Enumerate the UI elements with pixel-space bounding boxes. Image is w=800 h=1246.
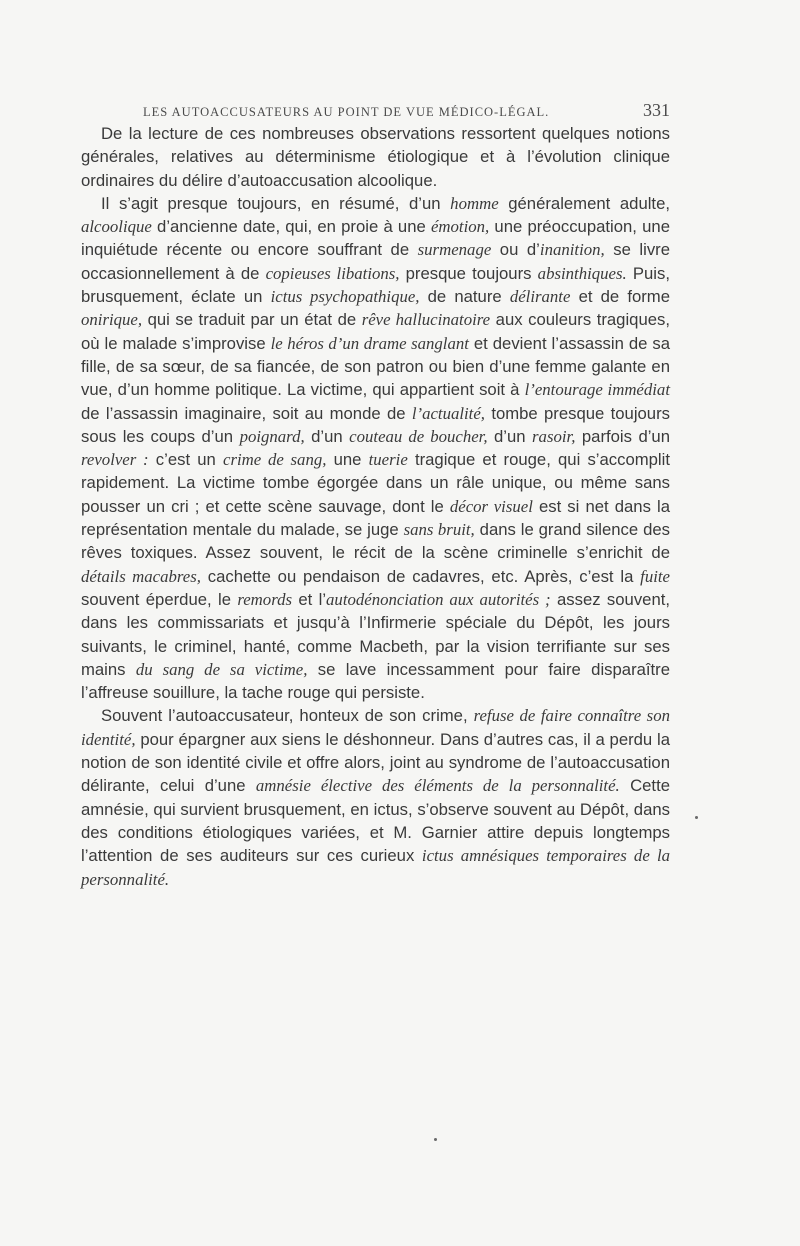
italic-phrase: surmenage: [417, 240, 492, 260]
italic-phrase: ictus psychopathique,: [270, 287, 420, 307]
text-run: se livre occasionnellement à de: [81, 240, 670, 283]
italic-phrase: alcoolique: [81, 217, 152, 237]
italic-phrase: émotion,: [430, 217, 490, 237]
ink-speck: [434, 1138, 437, 1141]
italic-phrase: couteau de boucher,: [349, 426, 488, 446]
text-run: ou d’: [491, 240, 540, 260]
text-run: tombe presque toujours sous les coups d’un: [81, 403, 670, 446]
italic-phrase: amnésie élective des éléments de la personnalité.: [255, 776, 620, 796]
italic-phrase: onirique,: [81, 310, 143, 330]
text-run: aux couleurs tragiques, où le malade s’improvise: [81, 310, 670, 353]
paragraph: [81, 192, 670, 705]
text-run: d’ancienne date, qui, en proie à une: [151, 217, 431, 237]
text-run: de l’assassin imaginaire, soit au monde de: [81, 403, 412, 423]
italic-phrase: rasoir,: [532, 426, 576, 446]
book-page: [81, 100, 670, 891]
text-run: et de forme: [570, 287, 670, 307]
text-run: De la lecture de ces nombreuses observations ressortent quelques notions générales, relatives au déterminisme étiologique et à l’évolution clinique ordinaires du délire d’autoaccusation alcoolique.: [81, 124, 670, 190]
text-run: est si net dans la représentation mentale du malade, se juge: [81, 496, 670, 540]
italic-phrase: absinthiques.: [537, 263, 627, 283]
text-run: d’un: [487, 426, 533, 446]
italic-phrase: ictus amnésiques temporaires de la personnalité.: [81, 846, 670, 889]
italic-phrase: copieuses libations,: [265, 263, 400, 283]
text-run: souvent éperdue, le: [81, 589, 238, 609]
italic-phrase: inanition,: [539, 240, 605, 260]
text-run: dans le grand silence des rêves toxiques. Assez souvent, le récit de la scène criminelle s’enrichit de: [81, 520, 670, 563]
text-run: tragique et rouge, qui s’accomplit rapidement. La victime tombe égorgée dans un râle unique, ou même sans pousser un cri ; et cette scène sauvage, dont le: [81, 450, 670, 516]
paragraph: [81, 704, 670, 890]
italic-phrase: fuite: [640, 566, 670, 586]
italic-phrase: délirante: [509, 287, 571, 307]
text-run: et l’: [292, 589, 327, 609]
italic-phrase: autodénonciation aux autorités ;: [326, 589, 551, 609]
italic-phrase: le héros d’un drame sanglant: [270, 333, 469, 353]
text-run: et devient l’assassin de sa fille, de sa sœur, de sa fiancée, de son patron ou bien d’une femme galante en vue, d’un homme politique. La victime, qui appartient soit à: [81, 333, 670, 400]
text-run: de nature: [419, 287, 510, 307]
text-run: c’est un: [148, 450, 224, 470]
italic-phrase: détails macabres,: [81, 566, 201, 586]
text-run: assez souvent, dans les commissariats et jusqu’à l’Infirmerie spéciale du Dépôt, les jours suivants, le criminel, hanté, comme Macbeth, par la vision terrifiante sur ses mains: [81, 589, 670, 679]
italic-phrase: refuse de faire connaître son identité,: [81, 706, 670, 749]
text-run: se lave incessamment pour faire disparaître l’affreuse souillure, la tache rouge qui persiste.: [81, 659, 671, 703]
italic-phrase: tuerie: [368, 450, 408, 470]
text-run: cachette ou pendaison de cadavres, etc. Après, c’est la: [200, 566, 641, 586]
running-head: [143, 100, 670, 122]
text-run: une: [326, 450, 369, 470]
text-run: qui se traduit par un état de: [142, 310, 362, 330]
text-run: parfois d’un: [575, 426, 670, 446]
page-number: 331: [643, 100, 670, 120]
italic-phrase: sans bruit,: [403, 520, 475, 540]
italic-phrase: l’entourage immédiat: [524, 380, 670, 400]
text-run: d’un: [304, 426, 350, 446]
italic-phrase: crime de sang,: [223, 450, 327, 470]
text-run: Souvent l’autoaccusateur, honteux de son crime,: [101, 706, 474, 726]
text-run: Cette amnésie, qui survient brusquement, en ictus, s’observe souvent au Dépôt, dans des conditions étiologiques variées, et M. Garnier attire depuis longtemps l’attention de ses auditeurs sur ces curieux: [81, 776, 670, 866]
text-run: pour épargner aux siens le déshonneur. Dans d’autres cas, il a perdu la notion de son identité civile et offre alors, joint au syndrome de l’autoaccusation délirante, celui d’une: [81, 729, 670, 796]
text-run: presque toujours: [399, 263, 538, 283]
italic-phrase: du sang de sa victime,: [135, 659, 308, 679]
italic-phrase: poignard,: [239, 426, 305, 446]
italic-phrase: homme: [450, 193, 499, 213]
italic-phrase: revolver :: [81, 450, 149, 470]
ink-speck: [695, 816, 698, 819]
text-run: Il s’agit presque toujours, en résumé, d’un: [101, 193, 451, 213]
paragraph: [81, 122, 670, 192]
italic-phrase: rêve hallucinatoire: [361, 310, 491, 330]
text-run: Puis, brusquement, éclate un: [81, 263, 670, 307]
italic-phrase: décor visuel: [449, 496, 533, 516]
running-title: LES AUTOACCUSATEURS AU POINT DE VUE MÉDICO-LÉGAL.: [143, 105, 550, 119]
italic-phrase: remords: [237, 589, 293, 609]
text-run: une préoccupation, une inquiétude récente ou encore souffrant de: [81, 217, 670, 260]
text-run: généralement adulte,: [498, 193, 670, 213]
italic-phrase: l’actualité,: [411, 403, 485, 423]
body-text: [81, 122, 670, 891]
